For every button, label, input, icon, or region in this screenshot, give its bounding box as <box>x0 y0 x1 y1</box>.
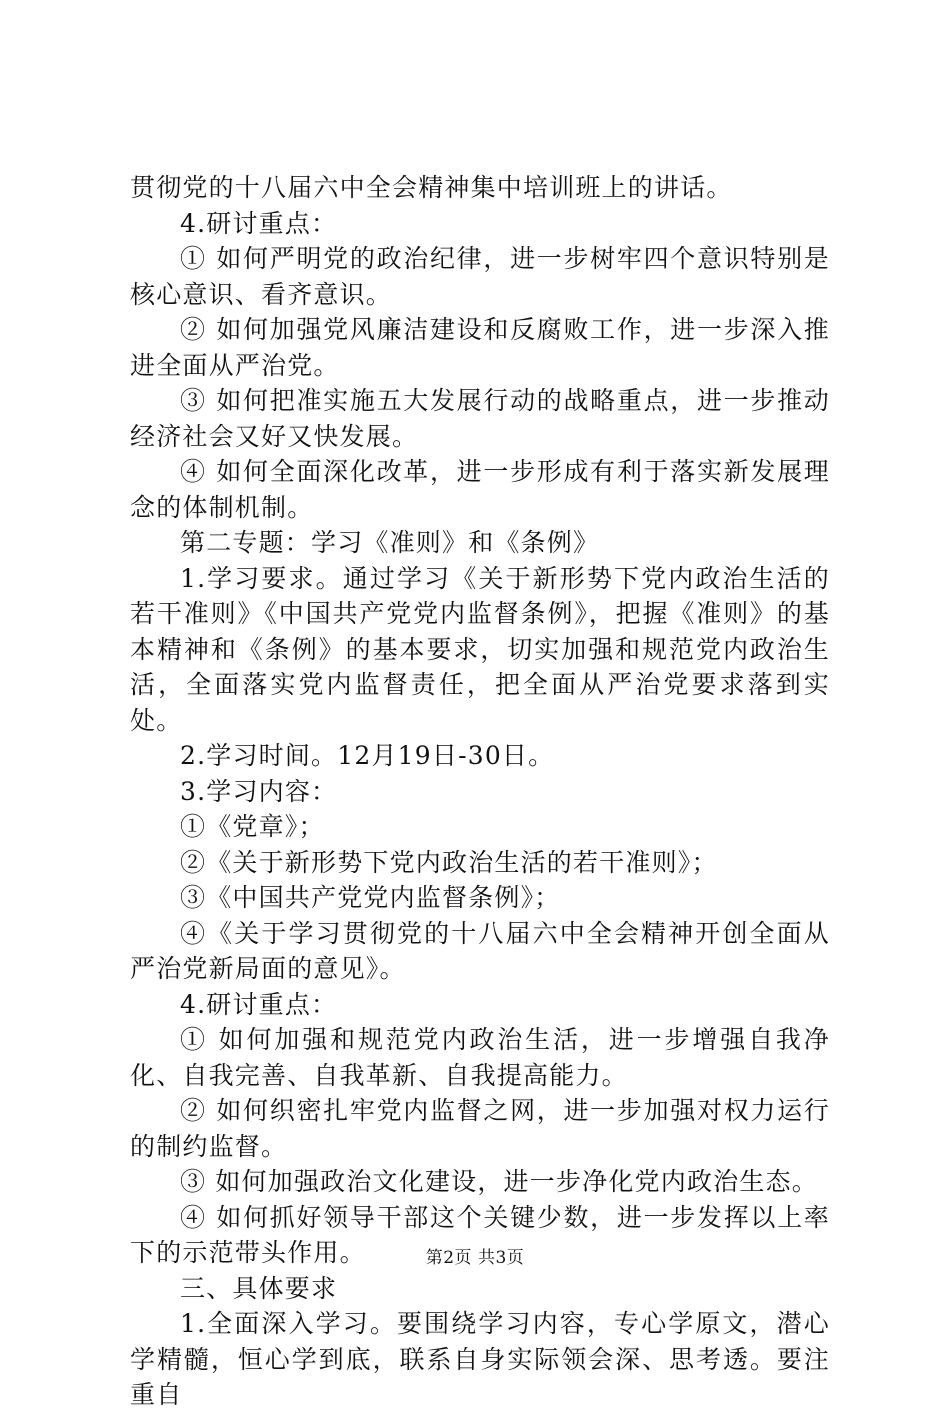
document-body <box>130 170 830 1413</box>
section-heading: 4.研讨重点： <box>180 989 338 1019</box>
list-item: ①《党章》； <box>180 812 325 841</box>
list-item: ④ 如何全面深化改革，进一步形成有利于落实新发展理念的体制机制。 <box>130 457 830 522</box>
list-item: ③ 如何加强政治文化建设，进一步净化党内政治生态。 <box>180 1167 818 1196</box>
list-item: ① 如何加强和规范党内政治生活，进一步增强自我净化、自我完善、自我革新、自我提高能力。 <box>130 1025 830 1090</box>
list-item: ② 如何织密扎牢党内监督之网，进一步加强对权力运行的制约监督。 <box>130 1096 830 1161</box>
paragraph: 贯彻党的十八届六中全会精神集中培训班上的讲话。 <box>130 173 733 202</box>
page-footer: 第2页 共3页 <box>425 1248 525 1268</box>
paragraph: 2.学习时间。12月19日-30日。 <box>180 741 555 770</box>
list-item: ②《关于新形势下党内政治生活的若干准则》； <box>180 847 718 877</box>
list-item: ① 如何严明党的政治纪律，进一步树牢四个意识特别是核心意识、看齐意识。 <box>130 244 830 309</box>
paragraph: 1.学习要求。通过学习《关于新形势下党内政治生活的若干准则》《中国共产党党内监督条例》，把握《准则》的基本精神和《条例》的基本要求，切实加强和规范党内政治生活，全面落实党内监督责任，把全面从严治党要求落到实处。 <box>130 563 830 735</box>
section-heading: 三、具体要求 <box>180 1273 338 1303</box>
list-item: ② 如何加强党风廉洁建设和反腐败工作，进一步深入推进全面从严治党。 <box>130 315 830 380</box>
section-heading: 4.研讨重点： <box>180 208 338 238</box>
section-heading: 第二专题：学习《准则》和《条例》 <box>180 528 600 557</box>
list-item: ③《中国共产党党内监督条例》； <box>180 883 561 912</box>
paragraph: 1.全面深入学习。要围绕学习内容，专心学原文，潜心学精髓，恒心学到底，联系自身实际领会深、思考透。要注重自 <box>130 1309 830 1409</box>
section-heading: 3.学习内容： <box>180 776 338 806</box>
list-item: ④《关于学习贯彻党的十八届六中全会精神开创全面从严治党新局面的意见》。 <box>130 918 830 983</box>
list-item: ③ 如何把准实施五大发展行动的战略重点，进一步推动经济社会又好又快发展。 <box>130 386 830 451</box>
list-item: ④ 如何抓好领导干部这个关键少数，进一步发挥以上率下的示范带头作用。 <box>130 1202 830 1267</box>
